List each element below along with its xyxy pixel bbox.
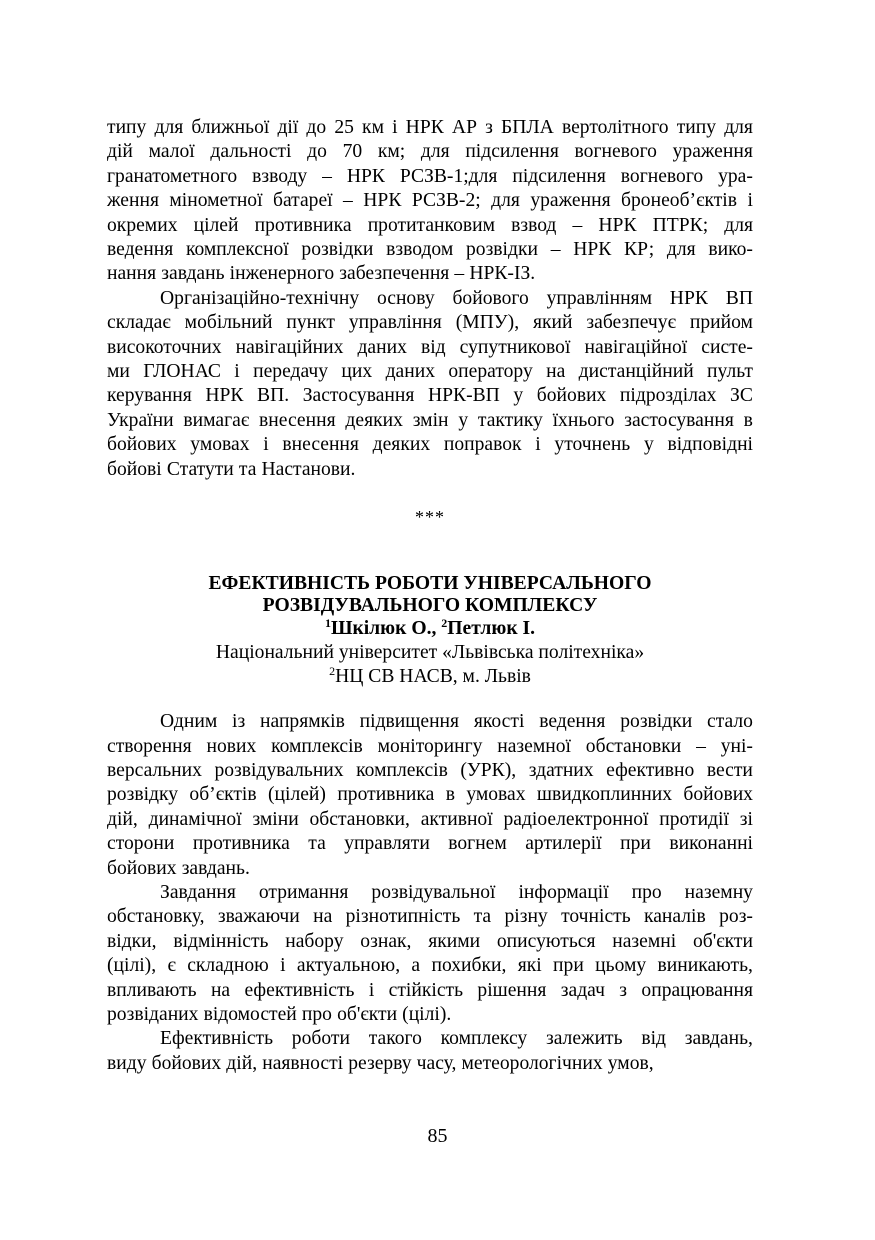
text-line: Одним із напрямків підвищення якості ведення розвідки стало [160,711,753,733]
page-number: 85 [427,1125,448,1147]
text-line: бойові Статути та Настанови. [107,458,356,480]
text-line: ми ГЛОНАС і передачу цих даних оператору на дистанційний пульт [107,361,753,383]
title-line: ЕФЕКТИВНІСТЬ РОБОТИ УНІВЕРСАЛЬНОГО [208,573,652,595]
text-line: дій, динамічної зміни обстановки, активної радіоелектронної протидії зі [107,808,753,830]
paragraph [107,881,753,1027]
text-line: впливають на ефективність і стійкість рішення задач з опрацювання [107,979,753,1001]
text-line: розвідку об’єктів (цілей) противника в умовах швидкоплинних бойових [107,784,753,806]
text-line: Завдання отримання розвідувальної інформації про наземну [160,881,753,903]
article-title [107,573,753,617]
text-line: обстановку, зважаючи на різнотипність та різну точність каналів роз- [107,906,753,928]
text-line: Організаційно-технічну основу бойового управлінням НРК ВП [160,287,753,309]
article-authors [107,617,753,641]
text-line: високоточних навігаційних даних від супутникової навігаційної систе- [107,336,753,358]
affiliation: Національний університет «Львівська політехніка» [215,642,645,664]
text-line: складає мобільний пункт управління (МПУ), який забезпечує прийом [107,312,753,334]
text-line: розвіданих відомостей про об'єкти (цілі). [107,1003,452,1025]
text-line: України вимагає внесення деяких змін у тактику їхнього застосування в [107,409,753,431]
text-line: сторони противника та управляти вогнем артилерії при виконанні [107,833,753,855]
paragraph [107,116,753,287]
affiliation-mark: 2 [329,664,336,679]
affiliation [107,665,753,689]
author-mark: 2 [441,616,448,631]
author-name: Шкілюк О., [330,618,437,640]
text-line: створення нових комплексів моніторингу наземної обстановки – уні- [107,735,753,757]
text-line: ведення комплексної розвідки взводом розвідки – НРК КР; для вико- [107,239,753,261]
paragraph [107,1027,753,1076]
text-line: керування НРК ВП. Застосування НРК-ВП у бойових підрозділах ЗС [107,385,753,407]
text-line: виду бойових дій, наявності резерву часу, метеорологічних умов, [107,1052,654,1074]
text-line: версальних розвідувальних комплексів (УРК), здатних ефективно вести [107,759,753,781]
page-content [107,116,753,1076]
affiliation-text: НЦ СВ НАСВ, м. Львів [335,666,531,688]
text-line: бойових умовах і внесення деяких поправок і уточнень у відповідні [107,434,753,456]
section-separator: *** [415,507,445,528]
text-line: дій малої дальності до 70 км; для підсилення вогневого ураження [107,141,753,163]
text-line: Ефективність роботи такого комплексу залежить від завдань, [160,1028,753,1050]
author-name: Петлюк І. [447,618,536,640]
text-line: нання завдань інженерного забезпечення – НРК-ІЗ. [107,263,536,285]
intro-text [107,116,753,482]
text-line: типу для ближньої дії до 25 км і НРК АР з БПЛА вертолітного типу для [107,117,753,138]
paragraph [107,287,753,482]
text-line: ження мінометної батареї – НРК РСЗВ-2; для ураження бронеоб’єктів і [107,190,753,212]
paragraph [107,710,753,881]
text-line: бойових завдань. [107,857,250,879]
text-line: окремих цілей противника протитанковим взвод – НРК ПТРК; для [107,214,753,236]
text-line: (цілі), є складною і актуальною, а похибки, які при цьому виникають, [107,955,753,977]
title-line: РОЗВІДУВАЛЬНОГО КОМПЛЕКСУ [262,595,598,617]
author-mark: 1 [324,616,331,631]
article-body [107,710,753,1076]
text-line: гранатометного взводу – НРК РСЗВ-1;для підсилення вогневого ура- [107,165,753,187]
text-line: відки, відмінність набору ознак, якими описуються наземні об'єкти [107,930,753,952]
